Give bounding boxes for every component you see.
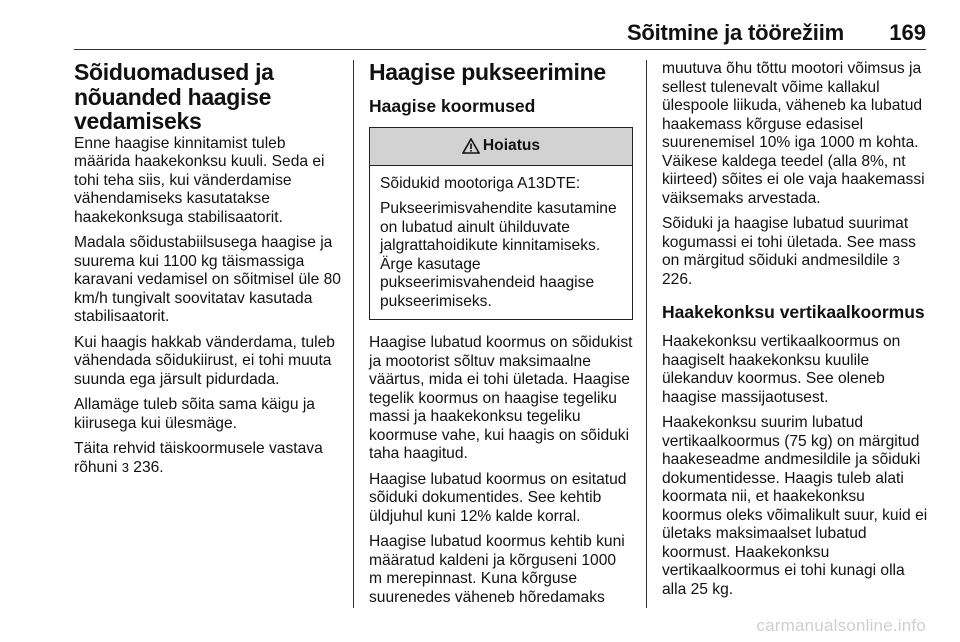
- page-reference-number[interactable]: 226.: [662, 270, 693, 288]
- paragraph-text: Täita rehvid täiskoormusele vastava rõhuni: [74, 440, 323, 476]
- trailer-loads-subheading: Haagise koormused: [369, 95, 536, 116]
- paragraph: Haagise lubatud koormus on sõidukist ja mootorist sõltuv maksimaalne väärtus, mida ei tohi ületada. Haagise tegelik koormus on haagise tegeliku massi ja haakekonksu tegeliku koormuse vahe, kui haagis on sõiduki taha haagitud.: [369, 334, 633, 462]
- paragraph: Enne haagise kinnitamist tuleb määrida haakekonksu kuuli. Seda ei tohi teha siis, kui vänderdamise vähendamiseks kasutatakse haakekonksuga stabilisaatorit.: [74, 134, 325, 226]
- column-divider: [646, 60, 647, 608]
- page-header: [74, 0, 926, 50]
- warning-paragraph: Pukseerimisvahendite kasutamine on lubatud ainult ühilduvate jalgrattahoidikute kinnitamiseks. Ärge kasutage pukseerimisvahendeid haagise pukseerimiseks.: [380, 200, 617, 310]
- paragraph: Haakekonksu suurim lubatud vertikaalkoormus (75 kg) on märgitud haakeseadme andmesildile ja sõiduki dokumentidesse. Haagis tuleb alati koormata nii, et haakekonksu koormus oleks võimalikult suur, kuid ei ületaks maksimaalset lubatud koormust. Haakekonksu vertikaalkoormus ei tohi kunagi olla alla 25 kg.: [662, 414, 928, 598]
- vertical-load-subheading: Haakekonksu vertikaalkoormus: [662, 302, 925, 322]
- warning-title: Hoiatus: [482, 136, 541, 154]
- column-right: [662, 60, 928, 606]
- page-reference-number[interactable]: 236.: [133, 458, 164, 476]
- paragraph-with-reference: [74, 440, 346, 477]
- warning-body: [370, 166, 632, 320]
- paragraph: Haagise lubatud koormus on esitatud sõiduki dokumentides. See kehtib üldjuhul kuni 12% kalde korral.: [369, 470, 627, 525]
- towing-tips-heading: Sõiduomadused ja nõuanded haagise vedamiseks: [74, 59, 274, 134]
- paragraph: Haagise lubatud koormus kehtib kuni määratud kaldeni ja kõrguseni 1000 m merepinnast. Kuna kõrguse suurenedes väheneb hõredamaks: [369, 533, 625, 606]
- paragraph: Kui haagis hakkab vänderdama, tuleb vähendada sõidukiirust, ei tohi muuta suunda ega järsult pidurdada.: [74, 333, 335, 388]
- column-divider: [353, 60, 354, 608]
- page-reference-icon: 3: [121, 459, 129, 475]
- warning-paragraph: Sõidukid mootoriga A13DTE:: [380, 174, 581, 192]
- column-left: [74, 60, 346, 484]
- warning-box: [369, 127, 633, 321]
- paragraph: Madala sõidustabiilsusega haagise ja suurema kui 1100 kg täismassiga karavani vedamisel on sõitmisel üle 80 km/h tungivalt soovitatav kasutada stabilisaatorit.: [74, 234, 341, 325]
- warning-triangle-icon: [462, 138, 480, 154]
- paragraph-text: Sõiduki ja haagise lubatud suurimat kogumassi ei tohi ületada. See mass on märgitud sõiduki andmesildile: [662, 215, 916, 269]
- column-middle: [369, 60, 633, 614]
- paragraph-with-reference: [662, 215, 928, 289]
- paragraph: Haakekonksu vertikaalkoormus on haagiselt haakekonksu kuulile ülekanduv koormus. See oleneb haagise massijaotusest.: [662, 333, 901, 406]
- watermark: carmanualsonline.info: [756, 616, 926, 635]
- section-title: Sõitmine ja töörežiim: [626, 20, 844, 45]
- page-number: 169: [889, 20, 926, 45]
- paragraph: Allamäge tuleb sõita sama käigu ja kiirusega kui ülesmäge.: [74, 396, 315, 432]
- trailer-towing-heading: Haagise pukseerimine: [369, 59, 606, 85]
- page-reference-icon: 3: [892, 253, 900, 268]
- paragraph: muutuva õhu tõttu mootori võimsus ja sellest tulenevalt võime kallakul ülespoole liikuda, väheneb ka lubatud haakemass kõrguse edasisel suurenemisel 10% iga 1000 m kohta. Väikese kaldega teedel (alla 8%, nt kiirteed) sõites ei ole vaja haakemassi väiksemaks arvestada.: [662, 60, 925, 207]
- warning-header: [370, 128, 632, 166]
